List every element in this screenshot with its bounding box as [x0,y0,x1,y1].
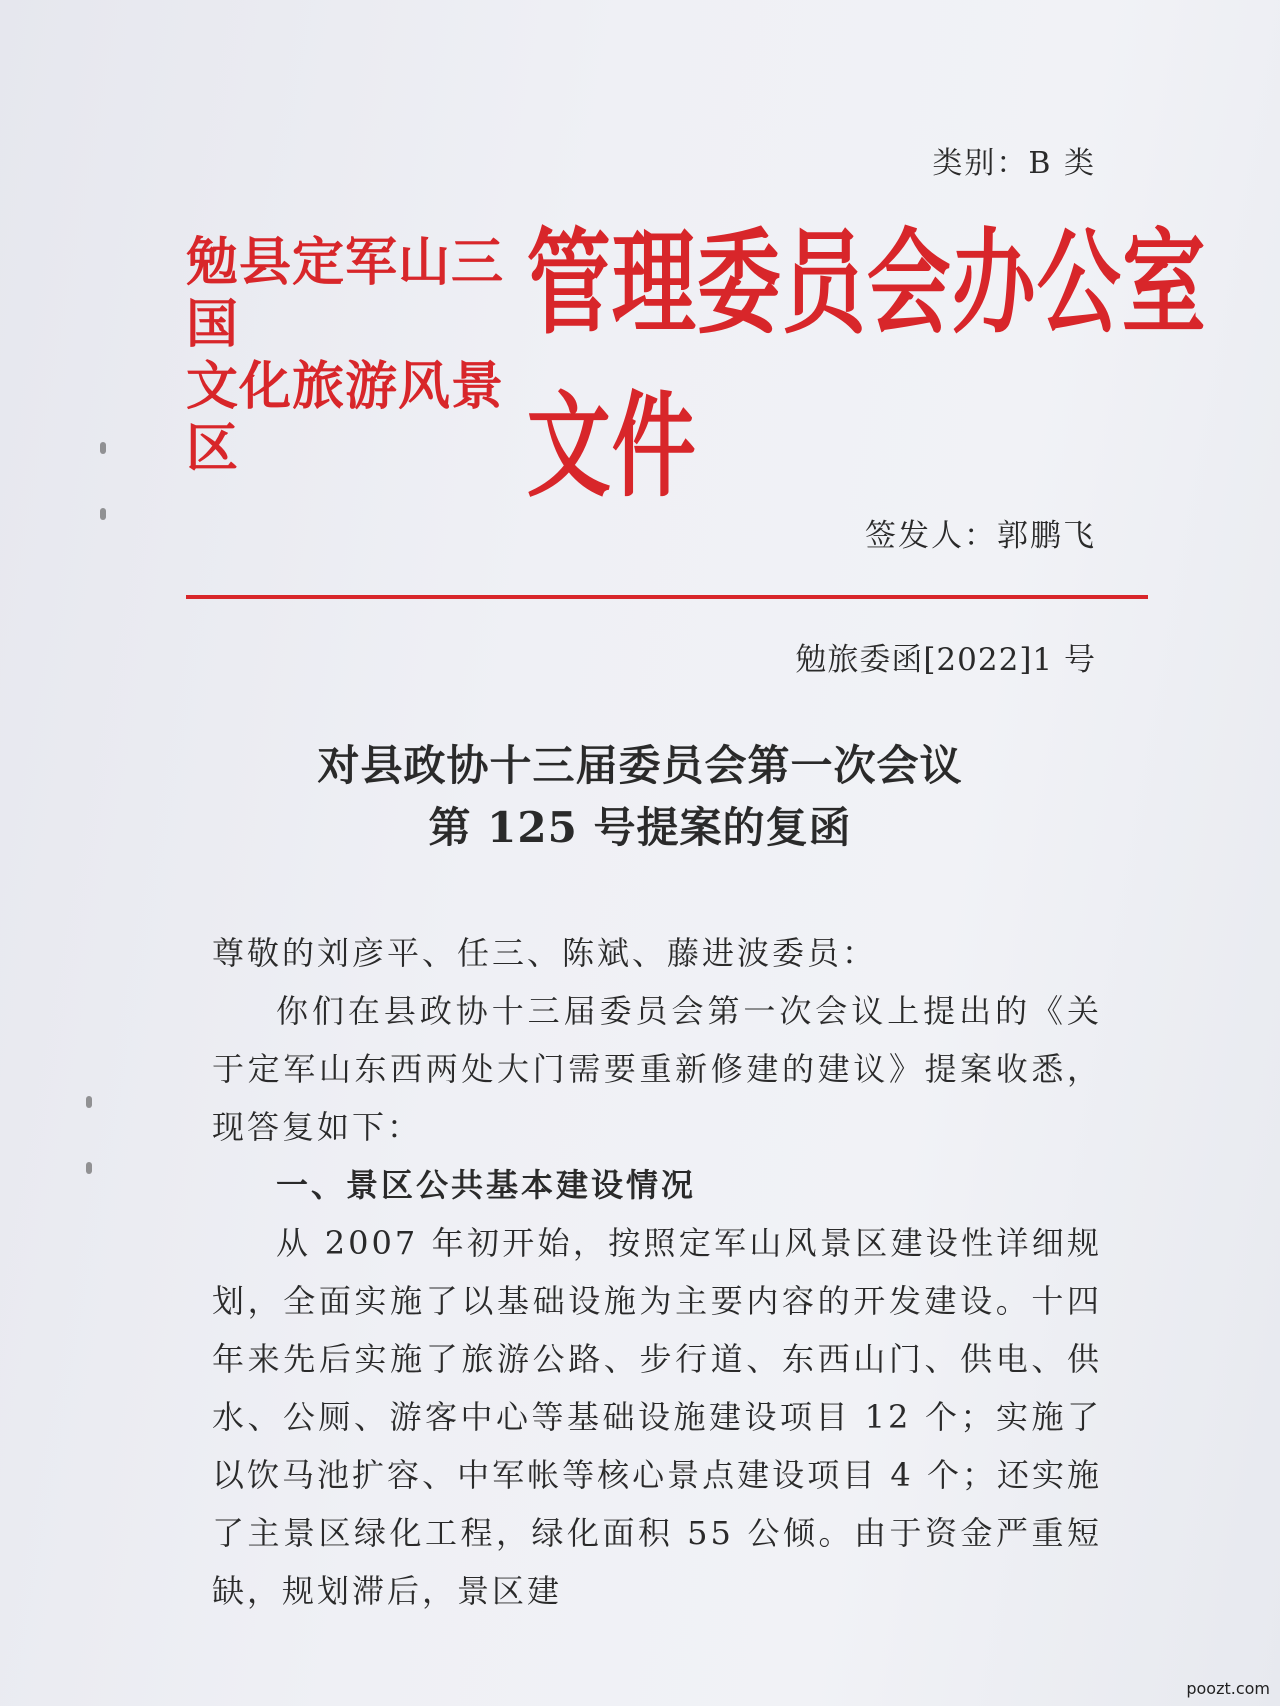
organization-line-2: 文化旅游风景区 [186,356,505,479]
document-title [0,735,1280,859]
salutation: 尊敬的刘彦平、任三、陈斌、藤进波委员： [212,934,878,972]
binding-hole [100,442,106,454]
red-header [186,215,1280,513]
organization-line-1: 勉县定军山三国 [186,232,505,355]
document-number: 勉旅委函[2022]1 号 [795,642,1096,678]
document-category: 类别：B 类 [932,146,1096,181]
paragraph: 你们在县政协十三届委员会第一次会议上提出的《关于定军山东西两处大门需要重新修建的建议》提案收悉，现答复如下： [212,992,1102,1146]
issuer-signature: 签发人：郭鹏飞 [865,518,1096,554]
red-divider [186,595,1148,599]
title-line-1: 对县政协十三届委员会第一次会议 [317,741,963,790]
document-type: 管理委员会办公室文件 [526,215,1207,513]
document-body [212,924,1102,1620]
paragraph: 从 2007 年初开始，按照定军山风景区建设性详细规划，全面实施了以基础设施为主要内容的开发建设。十四年来先后实施了旅游公路、步行道、东西山门、供电、供水、公厕、游客中心等基础设施建设项目 12 个；实施了以饮马池扩容、中军帐等核心景点建设项目 4 个；还实施了主景区绿化工程，绿化面积 55 公倾。由于资金严重短缺，规划滞后，景区建 [212,1224,1102,1610]
binding-hole [86,1096,92,1108]
binding-hole [100,508,106,520]
binding-hole [86,1162,92,1174]
site-watermark: poozt.com [1186,1679,1270,1698]
issuing-organization [186,232,515,480]
section-heading: 一、景区公共基本建设情况 [276,1166,697,1204]
title-line-2: 第 125 号提案的复函 [428,803,852,852]
